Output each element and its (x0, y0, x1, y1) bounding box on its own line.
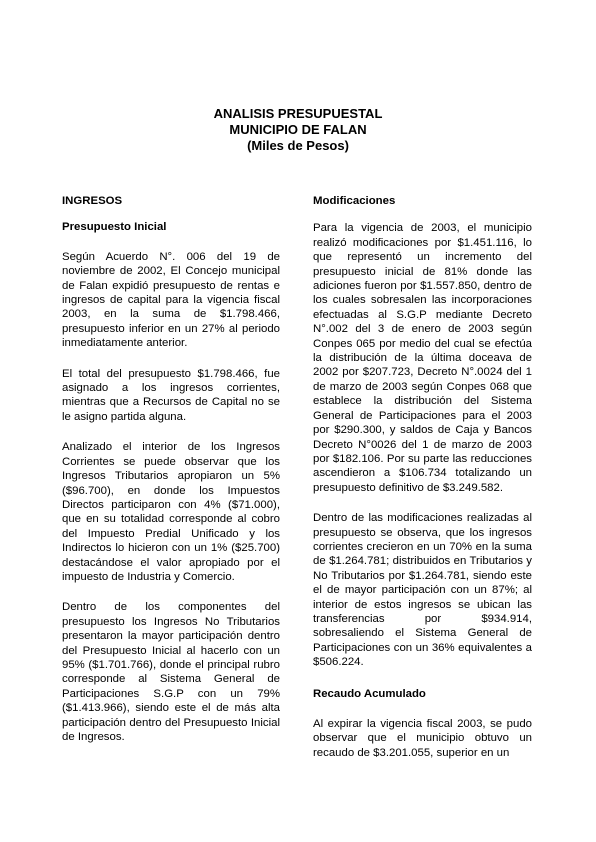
paragraph-total-presupuesto: El total del presupuesto $1.798.466, fue asignado a los ingresos corrientes, mientras que a Recursos de Capital no se le asigno partida alguna. (62, 367, 280, 423)
right-column (313, 194, 532, 760)
section-heading-ingresos: INGRESOS (62, 195, 123, 207)
title-line-2: MUNICIPIO DE FALAN (229, 122, 367, 137)
title-line-1: ANALISIS PRESUPUESTAL (213, 106, 383, 121)
subheading-presupuesto-inicial: Presupuesto Inicial (62, 221, 167, 234)
subheading-recaudo-acumulado: Recaudo Acumulado (313, 687, 426, 700)
paragraph-ingresos-corrientes: Analizado el interior de los Ingresos Corrientes se puede observar que los Ingresos Tributarios apropiaron un 5% ($96.700), en donde los Impuestos Directos participaron con 4% ($71.000), que en su totalidad corresponde al cobro del Impuesto Predial Unificado y los Indirectos lo hicieron con un 1% ($25.700) destacándose el valor apropiado por el impuesto de Industria y Comercio. (62, 441, 280, 583)
left-column (62, 194, 280, 744)
paragraph-recaudo: Al expirar la vigencia fiscal 2003, se pudo observar que el municipio obtuvo un recaudo de $3.201.055, superior en un (313, 718, 532, 759)
paragraph-modificaciones-detalle: Dentro de las modificaciones realizadas al presupuesto se observa, que los ingresos corrientes crecieron en un 70% en la suma de $1.264.781; distribuidos en Tributarios y No Tributarios por $1.264.781, siendo este el de mayor participación con un 87%; al interior de estos ingresos se ubican las transferencias por $934.914, sobresaliendo el Sistema General de Participaciones con un 36% equivalentes a $506.224. (313, 512, 532, 669)
paragraph-no-tributarios: Dentro de los componentes del presupuesto los Ingresos No Tributarios presentaron la mayor participación dentro del Presupuesto Inicial al hacerlo con un 95% ($1.701.766), donde el principal rubro corresponde al Sistema General de Participaciones S.G.P con un 79%($1.413.966), siendo este el de más alta participación dentro del Presupuesto Inicial de Ingresos. (62, 601, 280, 743)
document-title (0, 106, 596, 154)
paragraph-acuerdo: Según Acuerdo N°. 006 del 19 de noviembre de 2002, El Concejo municipal de Falan expidió presupuesto de rentas e ingresos de capital para la vigencia fiscal 2003, en la suma de $1.798.466, presupuesto inferior en un 27% al periodo inmediatamente anterior. (62, 250, 280, 350)
paragraph-modificaciones: Para la vigencia de 2003, el municipio realizó modificaciones por $1.451.116, lo que representó un incremento del presupuesto inicial de 81% donde las adiciones fueron por $1.557.850, dentro de los cuales sobresalen las incorporaciones efectuadas al S.G.P mediante Decreto N°.002 del 3 de enero de 2003 según Conpes 065 por medio del cual se efectúa la distribución de la última doceava de 2002 por $207.723, Decreto N°.0024 del 1 de marzo de 2003 según Conpes 068 que establece la distribución del Sistema General de Participaciones para el 2003 por $290.300, y saldos de Caja y Bancos Decreto N°0026 del 1 de marzo de 2003 por $182.106. Por su parte las reducciones ascendieron a $106.734 totalizando un presupuesto definitivo de $3.249.582. (313, 222, 532, 494)
section-heading-modificaciones: Modificaciones (313, 195, 396, 207)
title-line-3: (Miles de Pesos) (247, 138, 349, 153)
